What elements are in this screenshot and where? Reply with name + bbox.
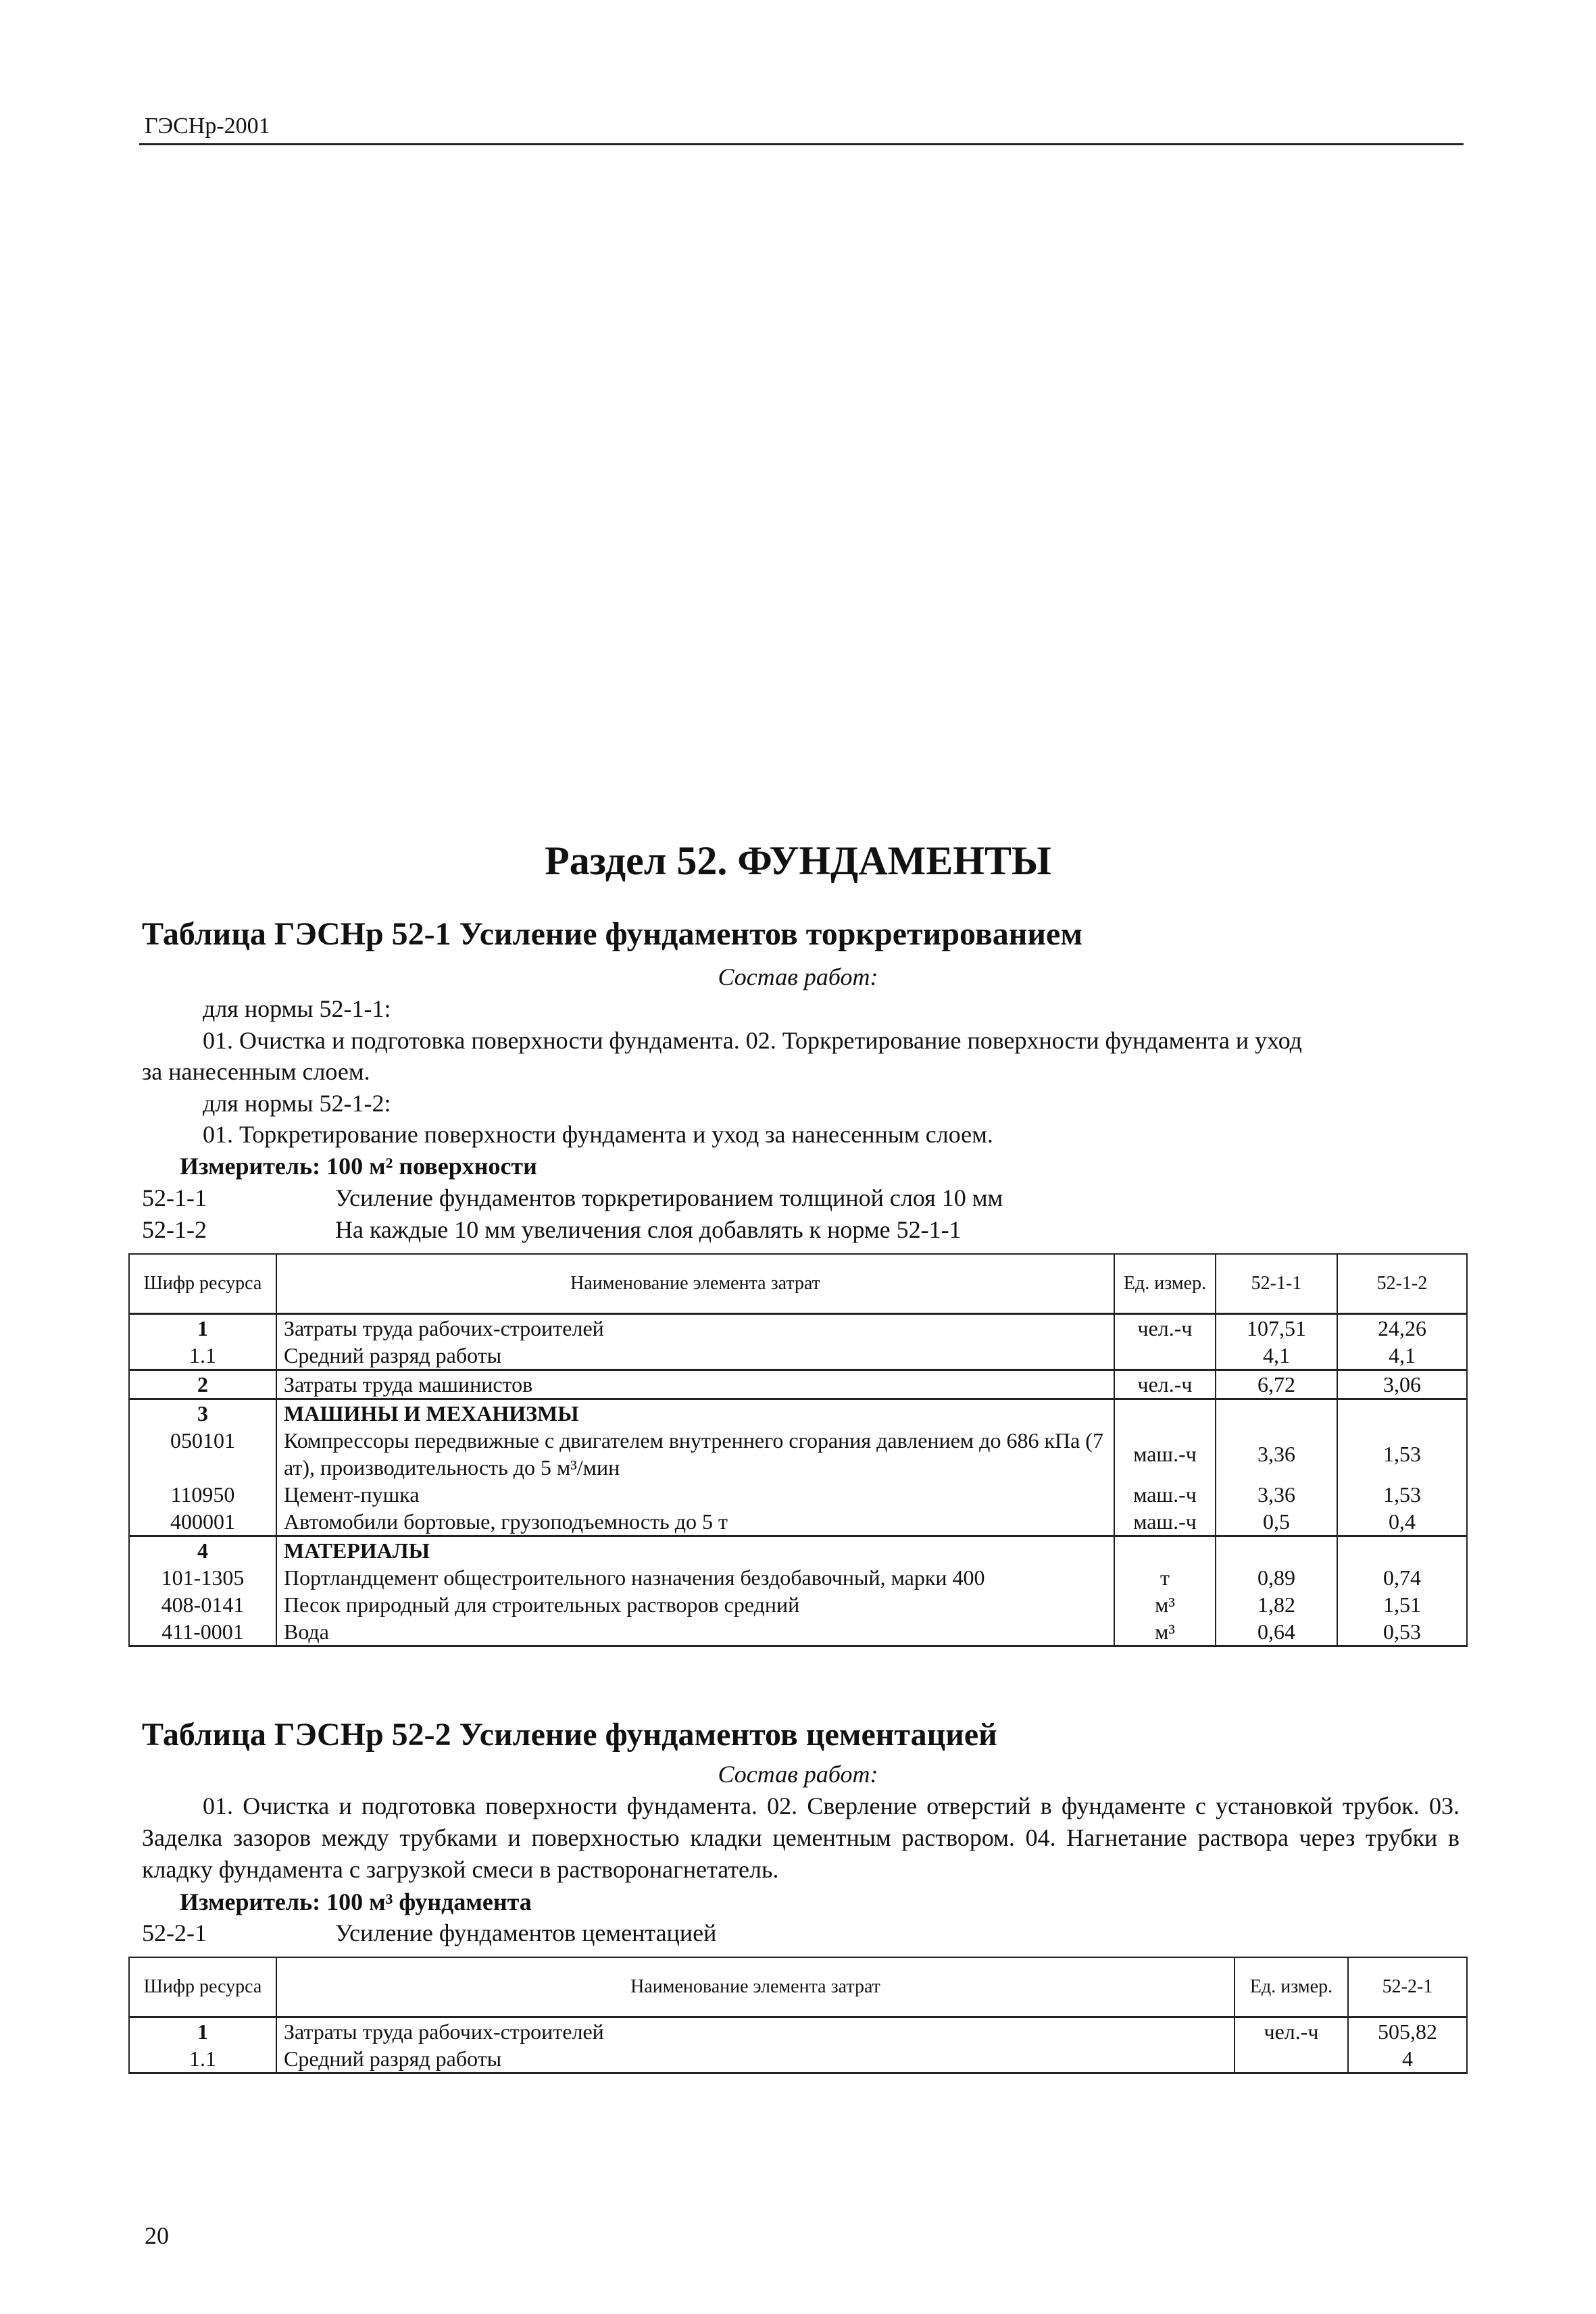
table-row [129, 1508, 1467, 1536]
table1-norm-text: Усиление фундаментов торкретированием толщиной слоя 10 мм [335, 1184, 1003, 1211]
header-rule [139, 143, 1464, 145]
cell-code: 1 [129, 1314, 276, 1342]
header-col-52-1-1: 52-1-1 [1216, 1254, 1337, 1314]
cell-value: 1,53 [1337, 1481, 1467, 1508]
table-row [129, 1618, 1467, 1646]
cell-code: 411-0001 [129, 1618, 276, 1646]
table-row [129, 1370, 1467, 1399]
table2-cost-table [128, 1957, 1468, 2074]
cell-code: 101-1305 [129, 1564, 276, 1591]
cell-value: 4 [1348, 2045, 1467, 2073]
table1-norm-code: 52-1-2 [142, 1216, 207, 1243]
table2-work-label: Состав работ: [718, 1761, 878, 1788]
cell-code: 408-0141 [129, 1591, 276, 1618]
header-name: Наименование элемента затрат [276, 1254, 1114, 1314]
table-row [129, 2017, 1467, 2046]
cell-code: 050101 [129, 1427, 276, 1481]
cell-name: Портландцемент общестроительного назначения бездобавочный, марки 400 [276, 1564, 1114, 1591]
header-unit: Ед. измер. [1235, 1957, 1348, 2017]
table1-cost-table [128, 1253, 1468, 1647]
cell-unit: маш.-ч [1114, 1427, 1216, 1481]
cell-value: 3,36 [1216, 1481, 1337, 1508]
table-row [129, 1342, 1467, 1370]
cell-code: 3 [129, 1399, 276, 1428]
cell-unit: т [1114, 1564, 1216, 1591]
table2-norm-text: Усиление фундаментов цементацией [335, 1919, 717, 1946]
table-row [129, 1314, 1467, 1342]
header-code: Шифр ресурса [129, 1254, 276, 1314]
cell-unit: м³ [1114, 1618, 1216, 1646]
table1-measure: Измеритель: 100 м² поверхности [180, 1153, 537, 1180]
cell-value: 0,5 [1216, 1508, 1337, 1536]
cell-unit [1114, 1536, 1216, 1565]
cell-name: Средний разряд работы [276, 2045, 1235, 2073]
cell-unit: маш.-ч [1114, 1508, 1216, 1536]
table1-title: Таблица ГЭСНр 52-1 Усиление фундаментов торкретированием [142, 916, 1083, 952]
cell-unit: маш.-ч [1114, 1481, 1216, 1508]
header-code: Шифр ресурса [129, 1957, 276, 2017]
table1-norm1-text-line1: 01. Очистка и подготовка поверхности фундамента. 02. Торкретирование поверхности фундамента и уход [203, 1027, 1302, 1054]
page-number: 20 [145, 2222, 169, 2249]
cell-value: 505,82 [1348, 2017, 1467, 2046]
cell-value: 0,74 [1337, 1564, 1467, 1591]
table-row [129, 1427, 1467, 1481]
cell-unit: чел.-ч [1114, 1370, 1216, 1399]
table1-norm-text: На каждые 10 мм увеличения слоя добавлять к норме 52-1-1 [335, 1216, 962, 1243]
cell-value: 0,53 [1337, 1618, 1467, 1646]
header-col-52-2-1: 52-2-1 [1348, 1957, 1467, 2017]
cell-name: Цемент-пушка [276, 1481, 1114, 1508]
header-unit: Ед. измер. [1114, 1254, 1216, 1314]
cell-value: 1,51 [1337, 1591, 1467, 1618]
cell-value: 4,1 [1337, 1342, 1467, 1370]
cell-value: 0,4 [1337, 1508, 1467, 1536]
cell-name: Средний разряд работы [276, 1342, 1114, 1370]
cell-code: 2 [129, 1370, 276, 1399]
cell-value: 4,1 [1216, 1342, 1337, 1370]
cell-value: 0,89 [1216, 1564, 1337, 1591]
cell-unit [1235, 2045, 1348, 2073]
cell-value [1337, 1536, 1467, 1565]
cell-value: 6,72 [1216, 1370, 1337, 1399]
cell-name: Вода [276, 1618, 1114, 1646]
cell-code: 110950 [129, 1481, 276, 1508]
cell-code: 1 [129, 2017, 276, 2046]
table-row [129, 2045, 1467, 2073]
cell-value: 0,64 [1216, 1618, 1337, 1646]
header-name: Наименование элемента затрат [276, 1957, 1235, 2017]
cell-value: 24,26 [1337, 1314, 1467, 1342]
cell-value: 1,53 [1337, 1427, 1467, 1481]
table-row [129, 1481, 1467, 1508]
table2-title: Таблица ГЭСНр 52-2 Усиление фундаментов цементацией [142, 1717, 997, 1753]
cell-value: 1,82 [1216, 1591, 1337, 1618]
table-row [129, 1536, 1467, 1565]
table-row [129, 1399, 1467, 1428]
table1-norm2-text: 01. Торкретирование поверхности фундамента и уход за нанесенным слоем. [203, 1121, 993, 1148]
cell-value [1337, 1399, 1467, 1428]
cell-name: Компрессоры передвижные с двигателем внутреннего сгорания давлением до 686 кПа (7 ат), производительность до 5 м³/мин [276, 1427, 1114, 1481]
table2-measure: Измеритель: 100 м³ фундамента [180, 1888, 532, 1915]
cell-name: МАШИНЫ И МЕХАНИЗМЫ [276, 1399, 1114, 1428]
cell-name: МАТЕРИАЛЫ [276, 1536, 1114, 1565]
cell-unit [1114, 1342, 1216, 1370]
table1-norm1-text-line2: за нанесенным слоем. [142, 1058, 370, 1085]
section-title: Раздел 52. ФУНДАМЕНТЫ [545, 838, 1051, 883]
table-row [129, 1591, 1467, 1618]
table1-norm2-label: для нормы 52-1-2: [203, 1090, 391, 1117]
cell-code: 1.1 [129, 2045, 276, 2073]
cell-value [1216, 1536, 1337, 1565]
cell-code: 4 [129, 1536, 276, 1565]
cell-name: Затраты труда машинистов [276, 1370, 1114, 1399]
cell-unit: чел.-ч [1114, 1314, 1216, 1342]
cell-name: Затраты труда рабочих-строителей [276, 1314, 1114, 1342]
cell-value: 3,06 [1337, 1370, 1467, 1399]
cell-code: 400001 [129, 1508, 276, 1536]
cell-name: Песок природный для строительных растворов средний [276, 1591, 1114, 1618]
header-col-52-1-2: 52-1-2 [1337, 1254, 1467, 1314]
cell-unit: чел.-ч [1235, 2017, 1348, 2046]
table2-work-text: 01. Очистка и подготовка поверхности фундамента. 02. Сверление отверстий в фундаменте с установкой трубок. 03. Заделка зазоров между трубками и поверхностью кладки цементным раствором. 04. Нагнетание раствора через трубки в кладку фундамента с загрузкой смеси в растворонагнетатель. [142, 1792, 1460, 1883]
table1-work-label: Состав работ: [718, 963, 878, 990]
table1-norm-code: 52-1-1 [142, 1184, 207, 1211]
table2-norm-code: 52-2-1 [142, 1919, 207, 1946]
cell-unit [1114, 1399, 1216, 1428]
table1-norm1-label: для нормы 52-1-1: [203, 995, 391, 1022]
cell-value [1216, 1399, 1337, 1428]
cell-name: Затраты труда рабочих-строителей [276, 2017, 1235, 2046]
cell-code: 1.1 [129, 1342, 276, 1370]
table-row [129, 1564, 1467, 1591]
cell-unit: м³ [1114, 1591, 1216, 1618]
cell-name: Автомобили бортовые, грузоподъемность до 5 т [276, 1508, 1114, 1536]
running-header: ГЭСНр-2001 [145, 114, 270, 139]
cell-value: 3,36 [1216, 1427, 1337, 1481]
cell-value: 107,51 [1216, 1314, 1337, 1342]
